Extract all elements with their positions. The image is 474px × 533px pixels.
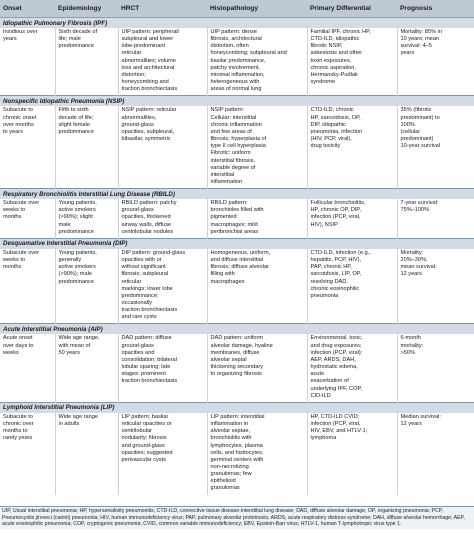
prognosis-cell: 6-month mortality: >50% xyxy=(400,335,424,356)
prognosis-cell: 35% (fibrotic predominant) to 100% (cellular predominant) 10-year survival xyxy=(400,107,440,150)
differential-cell: CTD-ILD, infection (e.g., hepatitis, PCP, HIV), PAP, chronic HP, sarcoidosis, LIP, OP, resolving DAD, chronic eosinophilic pneumonia xyxy=(307,249,397,324)
section-title: Desquamative Interstitial Pneumonia (DIP) xyxy=(0,238,474,249)
differential-cell: Follicular bronchiolitis, HP, chronic OP, DIP, infection (PCP, viral, HIV), NSIP xyxy=(307,199,397,238)
epidemiology-cell: Sixth decade of life; male predominance xyxy=(55,28,118,96)
histopathology-cell: RBILD pattern: bronchioles filled with pigmented macrophages; mild peribronchial areas xyxy=(207,199,307,238)
hrct-cell: DAD pattern: diffuse ground-glass opacities and consolidation; bilateral lobular sparing; late stages: prominent traction bronchiectasis xyxy=(118,334,207,402)
onset-cell: Acute onset over days to weeks xyxy=(0,334,55,402)
section-header-row xyxy=(0,189,474,200)
histopathology-cell: NSIP pattern: Cellular: interstitial chronic inflammation and few areas of fibrosis; hyperplasia of type II cell hyperplasia Fibrotic: uniform interstitial fibrosis, variable degree of interstitial inflammation xyxy=(207,106,307,188)
epidemiology-cell: Fifth to sixth decade of life; slight female predominance xyxy=(55,106,118,188)
abbreviations-footnote: UIP, Usual interstitial pneumonia; HP, hypersensitivity pneumonitis; CTD-ILD, connective tissue disease-interstitial lung disease; DAD, diffuse alveolar damage; OP, organizing pneumonia; PCP, Pneumocystis jiroveci (carinii) pneumonia; HIV, human immunodeficiency virus; PAP, pulmonary alveolar proteinosis; ARDS, acute respiratory distress syndrome; DAH, diffuse alveolar hemorrhage; AEP, acute eosinophilic pneumonia; COP, cryptogenic pneumonia; CVID, common variable immunodeficiency; EBV, Epstein-Barr virus; HTLV-1, human T-lymphotropic virus type 1. xyxy=(0,506,474,529)
section-title: Acute Interstitial Pneumonia (AIP) xyxy=(0,324,474,335)
epidemiology-cell: Wide age range in adults xyxy=(55,413,118,495)
column-header-histopathology: Histopathology xyxy=(207,0,307,18)
section-header-row xyxy=(0,324,474,335)
column-header-epidemiology: Epidemiology xyxy=(55,0,118,18)
differential-cell: HP, CTD-ILD CVID; infection (PCP, viral, HIV, EBV, and HTLV-1; lymphoma xyxy=(307,413,397,495)
table-row xyxy=(0,249,474,324)
table-row xyxy=(0,28,474,96)
epidemiology-cell: Young patients, generally active smokers (>90%); male predominance xyxy=(55,249,118,324)
prognosis-cell: Median survival: 12 years xyxy=(400,413,441,428)
section-header-row xyxy=(0,402,474,413)
epidemiology-cell: Young patients, active smokers (>90%); slight male predominance xyxy=(55,199,118,238)
column-header-primary-differential: Primary Differential xyxy=(307,0,397,18)
table-row xyxy=(0,413,474,495)
column-header-prognosis: Prognosis xyxy=(397,0,474,18)
hrct-cell: RBILD pattern: patchy ground-glass opacities, thickened airway walls, diffuse centrilobular nodules xyxy=(118,199,207,238)
table-row xyxy=(0,334,474,402)
histopathology-cell: UIP pattern: dense fibrosis, architectural distortion, often honeycombing; subpleural and basilar predominance, patchy involvement, minimal inflammation, heterogeneous with areas of normal lung xyxy=(207,28,307,96)
hrct-cell: DIP pattern: ground-glass opacities with or without significant fibrosis; subpleural reticular markings; lower lobe predominance; occasionally traction bronchiectasis and rare cysts xyxy=(118,249,207,324)
prognosis-cell: 7-year survival: 75%–100% xyxy=(400,200,439,214)
differential-cell: Environmental, toxic, and drug exposures; infection (PCP, viral); AEP, ARDS, DAH, hydrostatic edema, acute exacerbation of underlying IPF, COP, CID-ILD xyxy=(307,334,397,402)
table-row xyxy=(0,106,474,188)
prognosis-cell: Mortality: 20%–30%; mean survival: 12 years xyxy=(400,249,437,278)
hrct-cell: NSIP pattern: reticular abnormalities, ground-glass opacities, subpleural, bibasilar, symmetric xyxy=(118,106,207,188)
onset-cell: Subacute to chronic onset over months to years xyxy=(0,106,55,188)
onset-cell: Subacute over weeks to months xyxy=(0,249,55,324)
epidemiology-cell: Wide age range, with mean of 50 years xyxy=(55,334,118,402)
onset-cell: Subacute to chronic over months to rarely years xyxy=(0,413,55,495)
histopathology-cell: LIP pattern: interstitial inflammation in alveolar septae, bronchiolitis with lymphocytes, plasma cells, and histiocytes, germinal centers with non-necrotizing granulomas; few epithelioid granulomas xyxy=(207,413,307,495)
section-title: Respiratory Bronchiolitis Interstitial Lung Disease (RBILD) xyxy=(0,189,474,200)
section-header-row xyxy=(0,238,474,249)
section-title: Lymphoid Interstitial Pneumonia (LIP) xyxy=(0,402,474,413)
hrct-cell: UIP pattern: peripheral/ subpleural and lower lobe-predominant reticular abnormalities; volume loss and architectural distortion; honeycombing and traction bronchiectasis xyxy=(118,28,207,96)
section-header-row xyxy=(0,18,474,29)
differential-cell: Familial IPF, chronic HP, CTD-ILD, idiopathic fibrotic NSIP, asbestosis and other toxin exposures, chronic aspiration, Hermansky-Pudlak syndrome xyxy=(307,28,397,96)
section-header-row xyxy=(0,96,474,107)
column-header-onset: Onset xyxy=(0,0,55,18)
prognosis-cell: Mortality: 85% in 10 years; mean survival: 4–5 years xyxy=(400,29,442,57)
section-title: Nonspecific Idiopathic Pneumonia (NSIP) xyxy=(0,96,474,107)
hrct-cell: LIP pattern: basilar reticular opacities or centrilobular nodularity; fibrosis and ground-glass opacities; suggested perivascular cysts xyxy=(118,413,207,495)
onset-cell: Subacute over weeks to months xyxy=(0,199,55,238)
header-row xyxy=(0,0,474,18)
differential-cell: CTD-ILD, chronic HP, sarcoidosis, OP, DIP, idiopathic pneumonia, infection (HIV, PCP, viral), drug toxicity xyxy=(307,106,397,188)
table-row xyxy=(0,199,474,238)
section-title: Idiopathic Pulmonary Fibrosis (IPF) xyxy=(0,18,474,29)
onset-cell: Insidious over years xyxy=(0,28,55,96)
histopathology-cell: DAD pattern: uniform alveolar damage, hyaline membranes, diffuse alveolar septal thickening secondary to organizing fibrosis xyxy=(207,334,307,402)
column-header-hrct: HRCT xyxy=(118,0,207,18)
histopathology-cell: Homogeneous, uniform, and diffuse interstitial fibrosis; diffuse alveolar filling with macrophages xyxy=(207,249,307,324)
